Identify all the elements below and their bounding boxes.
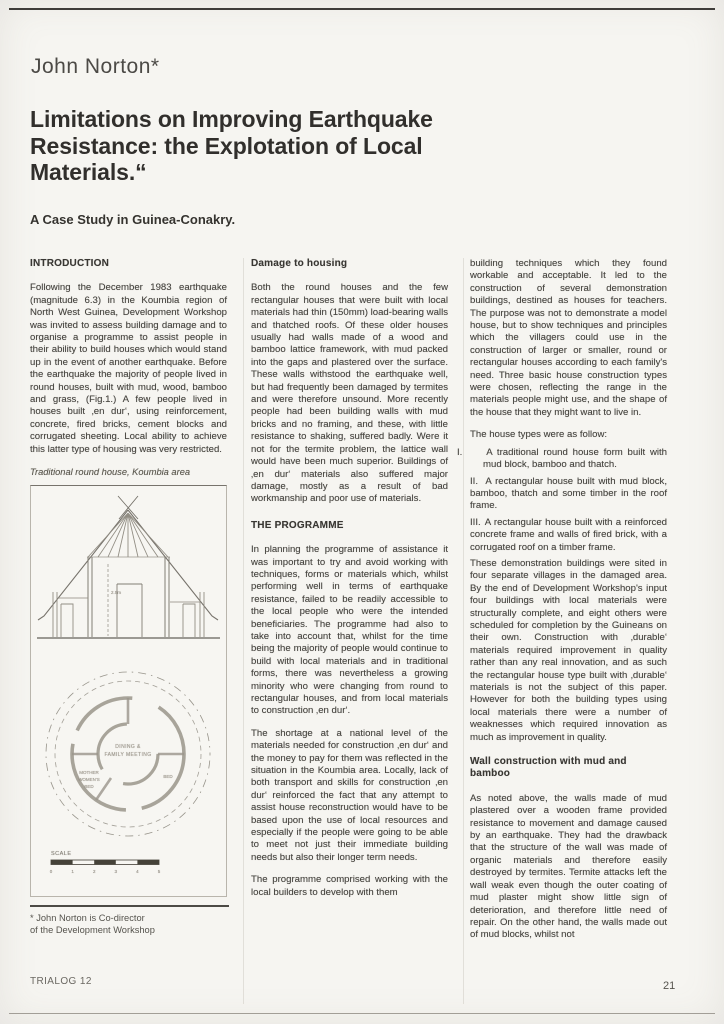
- scale-number: 3: [114, 868, 118, 874]
- house-type-item: [457, 446, 667, 472]
- plan-label-center-1: DINING &: [115, 743, 141, 750]
- list-intro: The house types were as follow:: [470, 429, 608, 441]
- figure-caption: Traditional round house, Koumbia area: [30, 467, 191, 478]
- figure-traditional-round-house: [30, 485, 227, 897]
- scale-number: 4: [136, 868, 139, 874]
- author-name: John Norton*: [31, 55, 160, 78]
- bottom-rule: [9, 1013, 715, 1014]
- section-heading-wall-construction: Wall construction with mud and bamboo: [470, 756, 627, 780]
- item-text: A rectangular house built with mud block, bamboo, thatch and some timber in the roof frame.: [470, 475, 668, 512]
- house-type-item: [470, 517, 667, 554]
- column-1: [30, 258, 227, 1008]
- item-text: A rectangular house built with a reinforced concrete frame and walls of fired brick, with a corrugated roof on a timber frame.: [470, 516, 668, 553]
- plan-label-center-2: FAMILY MEETING: [104, 751, 152, 758]
- column-3: [457, 258, 668, 1008]
- item-number: III.: [470, 516, 481, 528]
- scale-number: 5: [157, 868, 161, 874]
- article-subtitle: A Case Study in Guinea-Conakry.: [30, 212, 236, 227]
- page-number: 21: [663, 980, 676, 992]
- scale-number: 1: [71, 868, 74, 874]
- journal-footer: TRIALOG 12: [30, 976, 92, 987]
- article-title: Limitations on Improving Earthquake Resistance: the Explotation of Local Materials.“: [30, 106, 433, 185]
- section-heading-introduction: INTRODUCTION: [30, 258, 110, 269]
- paragraph: The shortage at a national level of the materials needed for construction ‚en dur‘ and the money to pay for them was reflected in the situation in the Koumbia area. Locally, lack of both transport and skills for construction ‚en dur‘ reinforced the fact that any attempt to assist house reconstruction would have to be based upon the use of local resources and especially if the people were going to be able to meet not just their immediate building needs but also their longer term needs.: [251, 727, 448, 863]
- plan-label-right: BED: [163, 773, 173, 779]
- paragraph: Both the round houses and the few rectangular houses that were built with local materials had thin (150mm) load-bearing walls and thatched roofs. Of these older houses usually had walls made of a wood and bamboo lattice framework, with mud packed into the gaps and plastered over the surface. These walls withstood the earthquake well, but had frequently been damaged by termites and were therefore unsound. More recently people had been building walls with mud bricks and no framing, and these, with little resistance to shaking, suffered badly. Were it not for the termite problem, the lattice wall would have been much superior. Buildings of ‚en dur‘ materials also suffered major damage, mostly as a result of bad workmanship and poor use of materials.: [251, 282, 448, 505]
- footnote-line: of the Development Workshop: [30, 924, 155, 935]
- plan-label-left-2: WOMEN'S: [78, 776, 100, 782]
- scale-bar: [50, 851, 161, 874]
- plan-label-left-3: BED: [84, 783, 94, 789]
- paragraph: As noted above, the walls made of mud plastered over a wooden frame provided resistance to movement and damage caused by an earthquake. They had the drawback that the structure of the wall was made of organic materials and therefore easily destroyed by termites. Termite attacks left the wall weak even though the outer coating of mud plaster might show little sign of deterioration, and therefore little need of repair. On the other hand, the walls made out of mud blocks, whilst not: [470, 792, 667, 941]
- paragraph: Following the December 1983 earthquake (magnitude 6.3) in the Koumbia region of North West Guinea, Development Workshop was invited to assess building damage and to organise a programme to assist people in their ability to build houses which would stand up in the event of another earthquake. Before the earthquake the majority of people lived in round houses, built with mud, wood, bamboo and grass, (Fig.1.) A few people lived in houses built ‚en dur‘, using reinforcement, concrete, fired bricks, cement blocks and corrugated sheeting. Local ability to achieve this latter type of housing was very restricted.: [30, 282, 227, 455]
- column-2: [251, 258, 448, 1008]
- item-text: A traditional round house form built with mud block, bamboo and thatch.: [483, 446, 667, 471]
- scale-number: 2: [92, 868, 96, 874]
- scale-number: 0: [49, 868, 53, 874]
- footnote-line: * John Norton is Co-director: [30, 912, 145, 923]
- paragraph: In planning the programme of assistance it was important to try and avoid working with techniques, forms or materials which, whilst performing well in terms of earthquake resistance, failed to be readily accessible to the local people who were the intended beneficiaries. The programme had also to take into account that, whilst for the time being the majority of people would continue to build with local materials and in traditional forms, there was nevertheless a growing minority who were changing from round to rectangular houses, and from local materials to construction ‚en dur‘.: [251, 544, 448, 717]
- section-heading-damage: Damage to housing: [251, 258, 348, 269]
- house-type-item: [470, 476, 667, 513]
- item-number: II.: [470, 475, 478, 487]
- hut-section-drawing: [37, 496, 220, 638]
- item-number: I.: [457, 446, 463, 458]
- paragraph: building techniques which they found workable and acceptable. It led to the construction of several demonstration buildings, destined as houses for teachers. The purpose was not to demonstrate a model house, but to show techniques and principles which the villagers could use in the construction of larger or smaller, round or rectangular houses according to each family's need. Three basic house construction types were chosen, reflecting the range in the materials people might use, and the shape of the house that they might want to live in.: [470, 258, 667, 418]
- section-dimension-label: 2.5m: [111, 589, 122, 595]
- scale-bar-label: SCALE: [51, 850, 72, 857]
- paragraph: These demonstration buildings were sited in four separate villages in the damaged area. By the end of Development Workshop's input four buildings with local materials were structurally complete, and eight others were scheduled for completion by the Guineans on their own. Construction with ‚durable‘ materials required improvement in quality rather than any real innovation, and as such the rectangular house type built with ‚durable‘ materials is not the subject of this paper. However for both the building types using local materials there were a number of weaknesses which required innovation as much as improvement in quality.: [470, 557, 667, 743]
- hut-plan-drawing: [46, 672, 210, 836]
- author-footnote: [30, 912, 227, 936]
- paragraph: The programme comprised working with the local builders to develop with them: [251, 874, 448, 898]
- footnote-rule: [30, 905, 229, 907]
- column-divider: [243, 258, 244, 1004]
- top-rule: [9, 8, 715, 10]
- plan-label-left-1: MOTHER: [79, 769, 99, 775]
- round-house-drawing: [31, 486, 226, 896]
- section-heading-programme: THE PROGRAMME: [251, 519, 344, 531]
- column-divider: [463, 258, 464, 1004]
